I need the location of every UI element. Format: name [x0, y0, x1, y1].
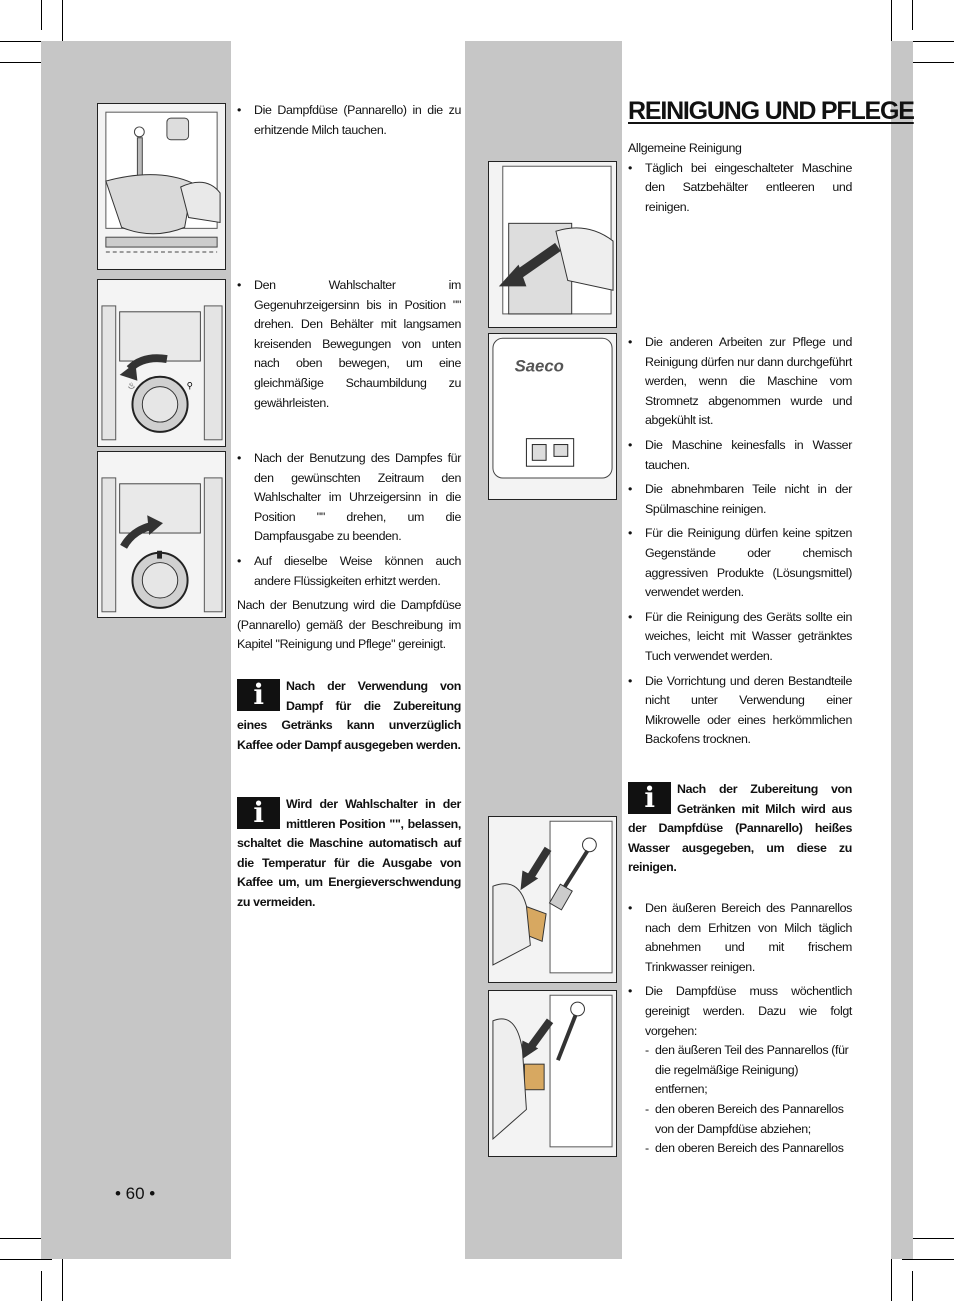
selector-knob-to-coffee-illustration: [97, 451, 226, 618]
info-icon: i: [237, 797, 280, 829]
page-number: • 60 •: [115, 1184, 156, 1203]
info-note-2: [237, 795, 461, 913]
brand-logo: Saeco: [514, 356, 564, 376]
bullet-no-sharp-objects: • Für die Reinigung dürfen keine spitzen Gegenstände oder chemisch aggressiven Produkte (Lösungsmittel) verwendet werden.: [628, 524, 852, 602]
remove-grounds-drawer-illustration: [488, 161, 617, 328]
remove-pannarello-outer-illustration: [488, 816, 617, 983]
info-note-3-text: Nach der Zubereitung von Getränken mit Milch wird aus der Dampfdüse (Pannarello) heißes Wasser ausgegeben, um diese zu reinigen.: [628, 782, 852, 875]
bullet-no-microwave: • Die Vorrichtung und deren Bestandteile nicht unter Verwendung einer Mikrowelle oder eines herkömmlichen Backofens trocknen.: [628, 672, 852, 750]
info-icon: i: [237, 679, 280, 711]
selector-knob-to-steam-illustration: [97, 279, 226, 447]
crop-mark: [912, 1271, 913, 1301]
crop-mark: [902, 1259, 954, 1260]
bullet-dip-steam-nozzle: • Die Dampfdüse (Pannarello) in die zu erhitzende Milch tauchen.: [237, 101, 461, 140]
step-remove-upper: - den oberen Bereich des Pannarellos von der Dampfdüse abziehen;: [645, 1100, 852, 1139]
bullet-no-water-immersion: • Die Maschine keinesfalls in Wasser tauchen.: [628, 436, 852, 475]
step-remove-outer: - den äußeren Teil des Pannarellos (für die regelmäßige Reinigung) entfernen;: [645, 1041, 852, 1100]
info-note-1: [237, 677, 461, 755]
cleaning-reference-paragraph: Nach der Benutzung wird die Dampfdüse (Pannarello) gemäß der Beschreibung im Kapitel "Reinigung und Pflege" gereinigt.: [237, 598, 461, 652]
right-block-3: [628, 899, 852, 1159]
milk-jug-under-steam-illustration: [97, 103, 226, 270]
bullet-soft-cloth: • Für die Reinigung des Geräts sollte ein weiches, leicht mit Wasser getränktes Tuch verwendet werden.: [628, 608, 852, 667]
step-upper-continued: - den oberen Bereich des Pannarellos: [645, 1139, 852, 1159]
bullet-no-dishwasher: • Die abnehmbaren Teile nicht in der Spülmaschine reinigen.: [628, 480, 852, 519]
info-icon: i: [628, 782, 671, 814]
svg-text:♨: ♨: [127, 381, 136, 392]
crop-mark: [912, 0, 913, 30]
info-note-3: [628, 780, 852, 878]
bullet-empty-grounds-drawer: • Täglich bei eingeschalteter Maschine den Satzbehälter entleeren und reinigen.: [628, 159, 852, 218]
remove-pannarello-upper-illustration: [488, 990, 617, 1157]
crop-mark: [41, 1271, 42, 1301]
machine-power-switch-illustration: [488, 333, 617, 500]
right-block-1: [628, 139, 852, 222]
bullet-clean-steam-wand-weekly: • Die Dampfdüse muss wöchentlich gereinigt werden. Dazu wie folgt vorgehen:: [628, 982, 852, 1041]
svg-text:⚲: ⚲: [186, 381, 194, 392]
subsection-title: Allgemeine Reinigung: [628, 141, 742, 155]
crop-mark: [0, 1259, 52, 1260]
right-block-2: [628, 333, 852, 755]
bullet-turn-selector-back: • Nach der Benutzung des Dampfes für den gewünschten Zeitraum den Wahlschalter im Uhrzeigersinn in die Position "" drehen, um die Dampfausgabe zu beenden.: [237, 449, 461, 547]
right-margin-band: [891, 41, 913, 1259]
bullet-turn-selector-steam: • Den Wahlschalter im Gegenuhrzeigersinn bis in Position "" drehen. Den Behälter mit langsamen kreisenden Bewegungen von unten nach oben bewegen, um eine gleichmäßige Schaumbildung zu gewährleisten.: [237, 276, 461, 413]
crop-mark: [41, 0, 42, 30]
bullet-other-liquids: • Auf dieselbe Weise können auch andere Flüssigkeiten erhitzt werden.: [237, 552, 461, 591]
left-block-1: [237, 101, 461, 145]
left-block-3: [237, 449, 461, 655]
bullet-clean-pannarello-daily: • Den äußeren Bereich des Pannarellos nach dem Erhitzen von Milch täglich abnehmen und mit frischem Trinkwasser reinigen.: [628, 899, 852, 977]
left-block-2: [237, 276, 461, 418]
section-title: REINIGUNG UND PFLEGE: [628, 97, 914, 125]
info-note-1-text: Nach der Verwendung von Dampf für die Zubereitung eines Getränks kann unverzüglich Kaffee oder Dampf ausgegeben werden.: [237, 679, 461, 752]
bullet-unplug-before-cleaning: • Die anderen Arbeiten zur Pflege und Reinigung dürfen nur dann durchgeführt werden, wenn die Maschine vom Stromnetz abgenommen wurde und abgekühlt ist.: [628, 333, 852, 431]
info-note-2-text: Wird der Wahlschalter in der mittleren Position "", belassen, schaltet die Maschine automatisch auf die Temperatur für die Ausgabe von Kaffee um, um Energieverschwendung zu vermeiden.: [237, 797, 461, 909]
